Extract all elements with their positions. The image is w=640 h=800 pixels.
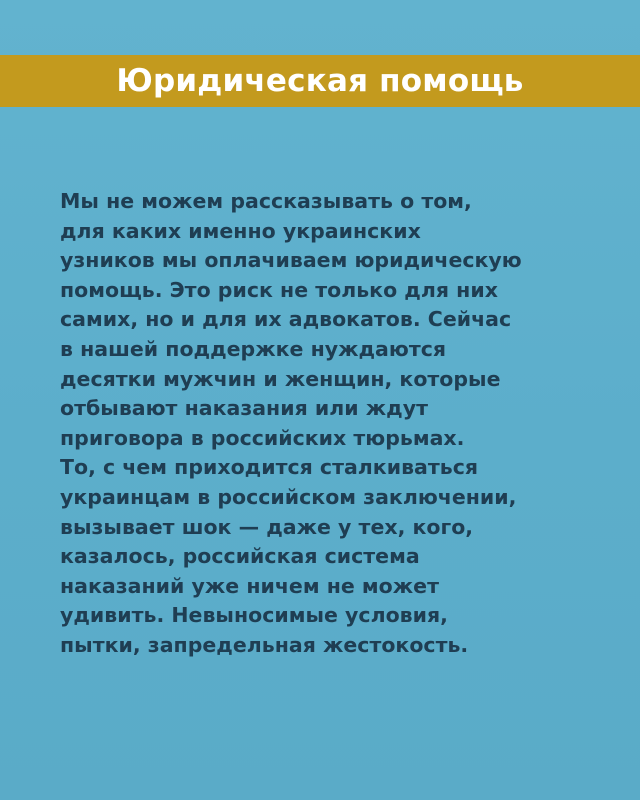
body-line: для каких именно украинских	[60, 218, 421, 243]
body-line: десятки мужчин и женщин, которые	[60, 366, 501, 391]
body-line: помощь. Это риск не только для них	[60, 277, 498, 302]
body-line: удивить. Невыносимые условия,	[60, 603, 448, 628]
body-line: приговора в российских тюрьмах.	[60, 425, 465, 450]
body-line: украинцам в российском заключении,	[60, 484, 517, 509]
body-line: отбывают наказания или ждут	[60, 396, 428, 421]
body-line: узников мы оплачиваем юридическую	[60, 248, 522, 273]
body-line: в нашей поддержке нуждаются	[60, 336, 447, 361]
title-banner	[0, 55, 640, 107]
body-line: казалось, российская система	[60, 544, 420, 569]
body-line: наказаний уже ничем не может	[60, 573, 439, 598]
body-line: Мы не можем рассказывать о том,	[60, 189, 472, 213]
body-line: самих, но и для их адвокатов. Сейчас	[60, 307, 512, 332]
page-title: Юридическая помощь	[116, 62, 524, 99]
body-paragraph	[60, 187, 600, 661]
body-line: То, с чем приходится сталкиваться	[60, 455, 479, 480]
body-line: пытки, запредельная жестокость.	[60, 632, 469, 657]
body-line: вызывает шок — даже у тех, кого,	[60, 514, 474, 539]
